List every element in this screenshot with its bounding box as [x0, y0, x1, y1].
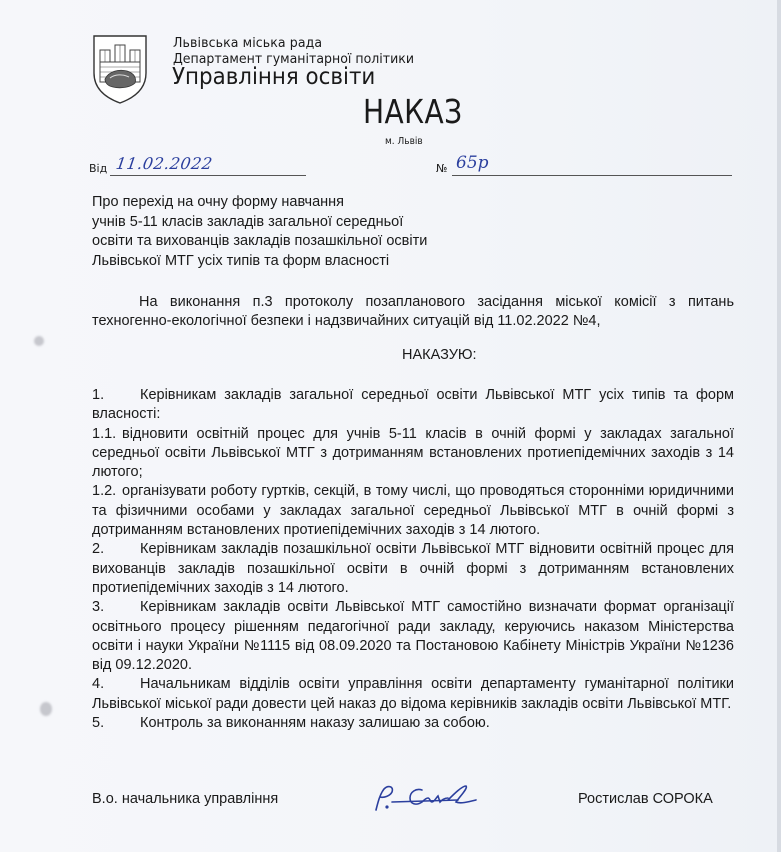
handwritten-signature — [370, 780, 490, 818]
date-value-handwritten: 11.02.2022 — [114, 154, 214, 173]
subject-line: Львівської МТГ усіх типів та форм власності — [92, 252, 390, 269]
order-item — [92, 714, 734, 733]
item-text: Контроль за виконанням наказу залишаю за собою. — [140, 715, 490, 732]
preamble-paragraph: На виконання п.3 протоколу позапланового засідання міської комісії з питань техногенно-екологічної безпеки і надзвичайних ситуацій від 11.02.2022 №4, — [92, 294, 734, 330]
document-subject — [92, 193, 427, 271]
order-item — [92, 540, 734, 598]
date-label: Від — [89, 162, 108, 175]
item-text: організувати роботу гуртків, секцій, в тому числі, що проводяться сторонніми юридичними та фізичними особами у закладах загальної середньої Львівської МТГ в очній формі з дотриманням встановлених протиепідемічних заходів з 14 лютого. — [92, 483, 734, 539]
order-items — [92, 386, 734, 733]
document-title: НАКАЗ — [363, 92, 463, 131]
item-number: 2. — [92, 541, 105, 558]
order-item — [92, 425, 734, 483]
coat-of-arms-icon — [91, 33, 149, 105]
item-number: 5. — [92, 715, 105, 732]
item-text: Керівникам закладів позашкільної освіти Львівської МТГ відновити освітній процес для вихованців закладів позашкільної освіти в очній формі з дотриманням встановлених протиепідемічних заходів з 14 лютого. — [92, 541, 734, 596]
council-name: Львівська міська рада — [173, 35, 323, 51]
item-text: Керівникам закладів освіти Львівської МТГ самостійно визначати формат організації освітнього процесу рішенням педагогічної ради закладу, керуючись наказом Міністерства освіти і науки України №1115 від 08.09.2020 та Постановою Кабінету Міністрів України №1236 від 09.12.2020. — [92, 599, 734, 674]
item-text: Начальникам відділів освіти управління освіти департаменту гуманітарної політики Львівської міської ради довести цей наказ до відома керівників закладів освіти Львівської МТГ. — [92, 676, 734, 712]
subject-line: учнів 5-11 класів закладів загальної середньої — [92, 213, 404, 230]
subject-line: освіти та вихованців закладів позашкільної освіти — [92, 233, 428, 249]
order-item — [92, 482, 734, 540]
item-number: 4. — [92, 676, 105, 693]
department-name: Департамент гуманітарної політики — [173, 51, 414, 67]
item-text: Керівникам закладів загальної середньої освіти Львівської МТГ усіх типів та форм власності: — [92, 387, 734, 423]
item-number: 1.1. — [92, 425, 117, 442]
number-value-handwritten: 65р — [456, 153, 489, 173]
item-number: 1.2. — [92, 483, 117, 500]
subject-line: Про перехід на очну форму навчання — [92, 194, 345, 210]
scan-speck — [34, 336, 44, 346]
signatory-name: Ростислав СОРОКА — [578, 791, 713, 807]
signatory-role: В.о. начальника управління — [92, 791, 279, 807]
office-name: Управління освіти — [172, 64, 376, 90]
order-word: НАКАЗУЮ: — [402, 347, 477, 363]
date-underline — [110, 175, 306, 176]
order-item — [92, 598, 734, 675]
document-city: м. Львів — [385, 136, 423, 147]
scan-speck — [40, 702, 52, 716]
item-text: відновити освітній процес для учнів 5-11 класів в очній формі у закладах загальної середньої освіти Львівської МТГ з дотриманням встановлених протиепідемічних заходів з 14 лютого; — [92, 425, 734, 481]
order-item — [92, 386, 734, 425]
page-edge — [777, 0, 781, 852]
item-number: 3. — [92, 599, 105, 616]
item-number: 1. — [92, 387, 105, 403]
order-item — [92, 675, 734, 714]
number-label: № — [436, 162, 448, 175]
number-underline — [452, 175, 732, 176]
